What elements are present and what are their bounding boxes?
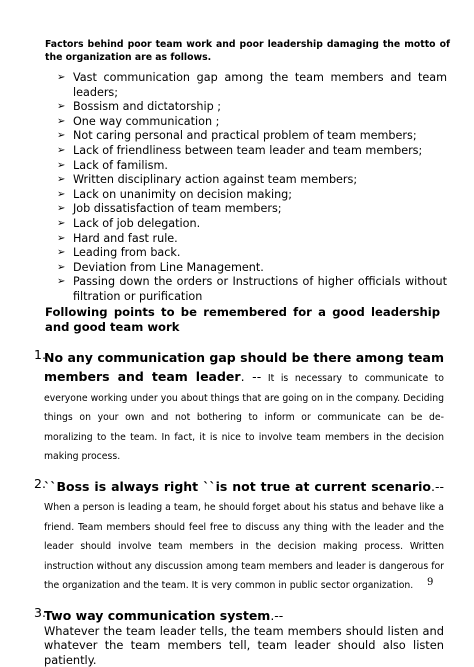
arrow-bullet-icon: ➢ xyxy=(57,261,65,276)
factor-text: Job dissatisfaction of team members; xyxy=(73,202,282,215)
arrow-bullet-icon: ➢ xyxy=(57,217,65,232)
point-body: When a person is leading a team, he should forget about his status and behave like a friend. Team members should feel free to discuss any thing with the leader and the leader should involve team members in the decision making process. Written instruction without any discussion among team members and leader is dangerous for the organization and the team. It is very common in public sector organization. xyxy=(44,502,444,591)
factor-text: One way communication ; xyxy=(73,115,219,128)
point-title: ``Boss is always right ``is not true at current scenario xyxy=(44,479,431,494)
factor-item xyxy=(57,232,447,247)
arrow-bullet-icon: ➢ xyxy=(57,188,65,203)
factor-item xyxy=(57,129,447,144)
point-separator: . -- xyxy=(241,369,262,384)
point-body: Whatever the team leader tells, the team members should listen and whatever the team members tell, team leader should also listen patiently. xyxy=(44,624,444,667)
point-separator: .-- xyxy=(431,479,444,494)
arrow-bullet-icon: ➢ xyxy=(57,275,65,290)
factor-text: Not caring personal and practical problem of team members; xyxy=(73,129,417,142)
factor-text: Deviation from Line Management. xyxy=(73,261,264,274)
arrow-bullet-icon: ➢ xyxy=(57,71,65,86)
factor-list xyxy=(57,71,447,305)
factor-item xyxy=(57,159,447,174)
factor-text: Passing down the orders or Instructions of higher officials without filtration or purification xyxy=(73,275,447,303)
arrow-bullet-icon: ➢ xyxy=(57,246,65,261)
factor-item xyxy=(57,188,447,203)
factor-text: Lack on unanimity on decision making; xyxy=(73,188,292,201)
point-title: No any communication gap should be there among team members and team leader xyxy=(44,350,444,384)
factor-item xyxy=(57,275,447,304)
point-item xyxy=(34,605,444,667)
factor-text: Lack of familism. xyxy=(73,159,168,172)
point-separator: .-- xyxy=(270,608,283,623)
factor-text: Lack of job delegation. xyxy=(73,217,200,230)
factor-text: Bossism and dictatorship ; xyxy=(73,100,221,113)
factor-text: Written disciplinary action against team members; xyxy=(73,173,357,186)
factor-item xyxy=(57,100,447,115)
arrow-bullet-icon: ➢ xyxy=(57,173,65,188)
arrow-bullet-icon: ➢ xyxy=(57,232,65,247)
points-list xyxy=(34,347,444,667)
arrow-bullet-icon: ➢ xyxy=(57,100,65,115)
factor-item xyxy=(57,115,447,130)
factor-item xyxy=(57,217,447,232)
factor-item xyxy=(57,173,447,188)
point-body: It is necessary to communicate to everyone working under you about things that are going on in the company. Deciding things on your own and not bothering to inform or communicate can be de-moralizing to the team. In fact, it is nice to involve team members in the decision making process. xyxy=(44,373,444,462)
arrow-bullet-icon: ➢ xyxy=(57,115,65,130)
factor-item xyxy=(57,246,447,261)
factor-text: Leading from back. xyxy=(73,246,180,259)
point-number: 3. xyxy=(34,605,46,620)
factor-text: Lack of friendliness between team leader and team members; xyxy=(73,144,422,157)
intro-heading: Factors behind poor team work and poor leadership damaging the motto of the organization are as follows. xyxy=(45,38,450,64)
factor-item xyxy=(57,144,447,159)
point-number: 2. xyxy=(34,476,46,491)
arrow-bullet-icon: ➢ xyxy=(57,144,65,159)
factor-text: Hard and fast rule. xyxy=(73,232,178,245)
factor-item xyxy=(57,261,447,276)
factor-item xyxy=(57,71,447,100)
factor-item xyxy=(57,202,447,217)
arrow-bullet-icon: ➢ xyxy=(57,129,65,144)
point-title: Two way communication system xyxy=(44,608,270,623)
point-item xyxy=(34,476,444,593)
arrow-bullet-icon: ➢ xyxy=(57,159,65,174)
section-heading: Following points to be remembered for a good leadership and good team work xyxy=(45,305,440,335)
point-item xyxy=(34,347,444,464)
page-number: 9 xyxy=(427,577,433,588)
point-number: 1. xyxy=(34,347,46,362)
factor-text: Vast communication gap among the team members and team leaders; xyxy=(73,71,447,99)
arrow-bullet-icon: ➢ xyxy=(57,202,65,217)
